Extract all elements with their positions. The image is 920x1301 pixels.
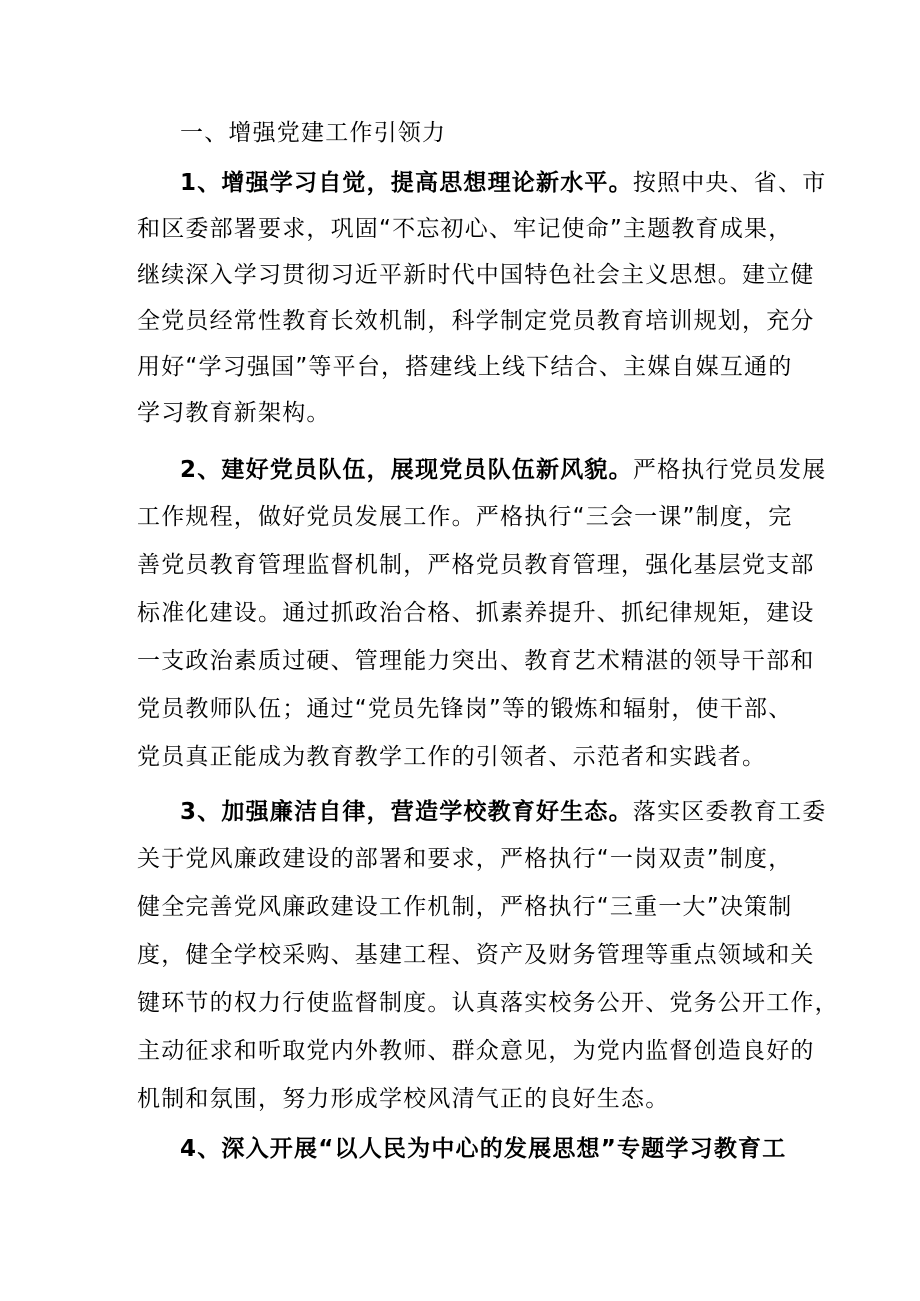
paragraph-3-line: 度，健全学校采购、基建工程、资产及财务管理等重点领域和关 — [137, 942, 815, 968]
paragraph-2-line: 标准化建设。通过抓政治合格、抓素养提升、抓纪律规矩，建设 — [137, 600, 815, 626]
paragraph-3-line: 主动征求和听取党内外教师、群众意见，为党内监督创造良好的 — [137, 1038, 815, 1064]
paragraph-3-title: 3、加强廉洁自律，营造学校教育好生态。 — [180, 799, 633, 825]
paragraph-2-text: 严格执行党员发展 — [632, 457, 827, 483]
paragraph-1-line: 用好“学习强国”等平台，搭建线上线下结合、主媒自媒互通的 — [137, 354, 793, 380]
paragraph-1-line: 和区委部署要求，巩固“不忘初心、牢记使命”主题教育成果， — [137, 216, 793, 242]
paragraph-4-title: 4、深入开展“以人民为中心的发展思想”专题学习教育工 — [180, 1136, 787, 1162]
paragraph-2-title: 2、建好党员队伍，展现党员队伍新风貌。 — [180, 457, 633, 483]
paragraph-2-line: 一支政治素质过硬、管理能力突出、教育艺术精湛的领导干部和 — [137, 648, 815, 674]
paragraph-1-line: 学习教育新架构。 — [137, 400, 331, 426]
paragraph-1-line: 继续深入学习贯彻习近平新时代中国特色社会主义思想。建立健 — [137, 262, 815, 288]
paragraph-3-line: 键环节的权力行使监督制度。认真落实校务公开、党务公开工作， — [137, 990, 839, 1016]
paragraph-2-line: 党员真正能成为教育教学工作的引领者、示范者和实践者。 — [137, 744, 767, 770]
section-heading: 一、增强党建工作引领力 — [180, 120, 447, 146]
paragraph-2-first-line — [180, 455, 826, 485]
paragraph-1-line: 全党员经常性教育长效机制，科学制定党员教育培训规划，充分 — [137, 308, 815, 334]
paragraph-1-title: 1、增强学习自觉，提高思想理论新水平。 — [180, 170, 633, 196]
paragraph-2-line: 工作规程，做好党员发展工作。严格执行“三会一课”制度，完 — [137, 504, 793, 530]
paragraph-1-first-line — [180, 168, 826, 198]
paragraph-1-text: 按照中央、省、市 — [632, 170, 827, 196]
paragraph-3-line: 关于党风廉政建设的部署和要求，严格执行“一岗双责”制度， — [137, 846, 793, 872]
paragraph-3-line: 健全完善党风廉政建设工作机制，严格执行“三重一大”决策制 — [137, 894, 793, 920]
paragraph-2-line: 善党员教育管理监督机制，严格党员教育管理，强化基层党支部 — [137, 552, 815, 578]
paragraph-3-text: 落实区委教育工委 — [632, 799, 827, 825]
paragraph-3-first-line — [180, 797, 826, 827]
paragraph-3-line: 机制和氛围，努力形成学校风清气正的良好生态。 — [137, 1086, 670, 1112]
paragraph-2-line: 党员教师队伍；通过“党员先锋岗”等的锻炼和辐射，使干部、 — [137, 696, 793, 722]
